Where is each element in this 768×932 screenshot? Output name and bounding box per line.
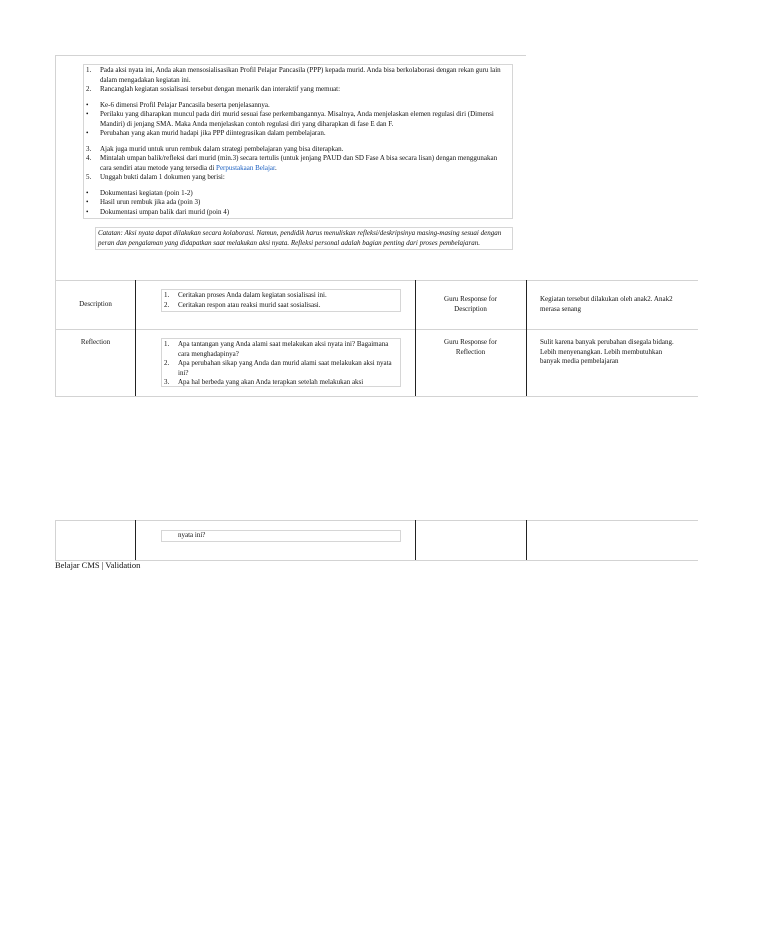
reflection-prompts-continuation: nyata ini? xyxy=(161,530,401,542)
note-box xyxy=(95,227,513,250)
list-item: 2. Ceritakan respon atau reaksi murid saat sosialisasi. xyxy=(164,300,321,309)
perpustakaan-belajar-link[interactable]: Perpustakaan Belajar xyxy=(216,163,275,172)
instructions-list-b xyxy=(86,101,510,139)
list-item: • Perubahan yang akan murid hadapi jika PPP diintegrasikan dalam pembelajaran. xyxy=(86,129,326,137)
list-item: • Dokumentasi umpan balik dari murid (poin 4) xyxy=(86,207,230,216)
note-text: Catatan: Aksi nyata dapat dilakukan secara kolaborasi. Namun, pendidik harus menuliskan refleksi/deskripsinya masing-masing sesuai dengan peran dan pengalaman yang didapatkan saat melakukan aksi nyata. Refleksi personal adalah bagian penting dari proses pembelajaran. xyxy=(98,229,502,247)
description-label: Description xyxy=(79,300,112,308)
reflection-label: Reflection xyxy=(80,338,111,346)
list-item: 1. Apa tantangan yang Anda alami saat melakukan aksi nyata ini? Bagaimana cara menghadapinya? xyxy=(164,340,389,358)
list-item: • Perilaku yang diharapkan muncul pada diri murid sesuai fase perkembangannya. Misalnya, Anda menjelaskan elemen regulasi diri (Dimensi Mandiri) di jenjang SMA. Maka Anda menjelaskan contoh regulasi diri yang diharapkan di fase E dan F. xyxy=(86,110,494,128)
description-prompts xyxy=(161,289,401,312)
description-answer: Kegiatan tersebut dilakukan oleh anak2. Anak2 merasa senang xyxy=(540,295,673,313)
guru-response-description-label: Guru Response for Description xyxy=(444,295,497,313)
list-item: 2. Apa perubahan sikap yang Anda dan murid alami saat melakukan aksi nyata ini? xyxy=(164,359,392,377)
list-item: 1. Pada aksi nyata ini, Anda akan mensosialisasikan Profil Pelajar Pancasila (PPP) kepada murid. Anda bisa berkolaborasi dengan rekan guru lain dalam mengadakan kegiatan ini. xyxy=(86,66,501,84)
list-item: • Dokumentasi kegiatan (poin 1-2) xyxy=(86,188,193,197)
list-item: 3. Apa hal berbeda yang akan Anda terapkan setelah melakukan aksi xyxy=(164,378,364,386)
footer-text: Belajar CMS | Validation xyxy=(55,560,141,570)
list-item: • Hasil urun rembuk jika ada (poin 3) xyxy=(86,198,201,206)
instructions-list-d xyxy=(86,189,510,218)
guru-response-reflection-label: Guru Response for Reflection xyxy=(444,338,497,356)
list-item: 1. Ceritakan proses Anda dalam kegiatan sosialisasi ini. xyxy=(164,291,327,299)
list-item: 5. Unggah bukti dalam 1 dokumen yang berisi: xyxy=(86,173,225,181)
list-item: 2. Rancanglah kegiatan sosialisasi tersebut dengan menarik dan interaktif yang memuat: xyxy=(86,85,341,93)
list-item: 3. Ajak juga murid untuk urun rembuk dalam strategi pembelajaran yang bisa diterapkan. xyxy=(86,144,344,153)
list-item: • Ke-6 dimensi Profil Pelajar Pancasila beserta penjelasannya. xyxy=(86,100,270,109)
reflection-prompts xyxy=(161,338,401,387)
list-item: 4. Mintalah umpan balik/refleksi dari murid (min.3) secara tertulis (untuk jenjang PAUD dan SD Fase A bisa secara lisan) dengan menggunakan cara sendiri atau metode yang tersedia di Perpustakaan Belajar. xyxy=(86,154,498,172)
reflection-answer: Sulit karena banyak perubahan disegala bidang. Lebih menyenangkan. Lebih membutuhkan banyak media pembelajaran xyxy=(540,338,674,365)
instructions-list-c xyxy=(86,145,510,183)
instructions-list-a xyxy=(86,66,510,95)
instructions-list-box xyxy=(83,64,513,219)
instructions-block xyxy=(83,64,513,250)
